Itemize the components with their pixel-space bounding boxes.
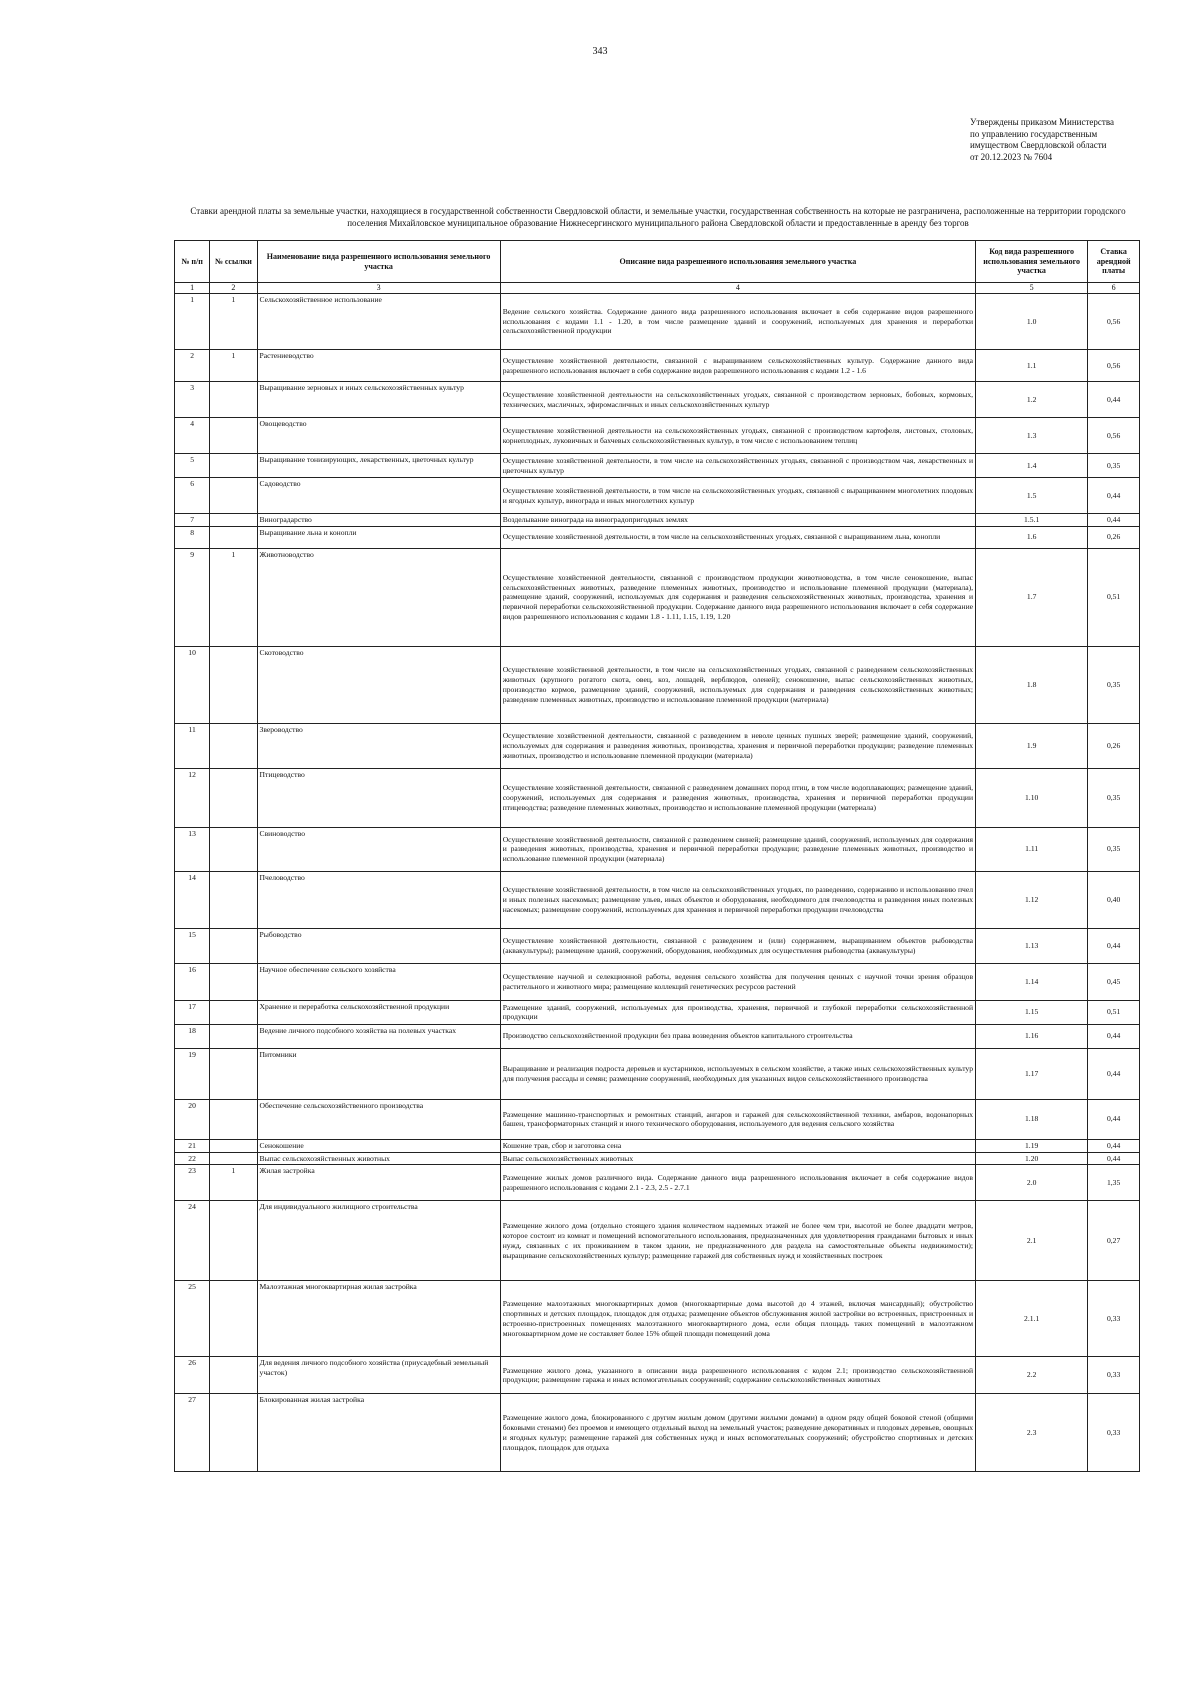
row-description: Осуществление хозяйственной деятельности, в том числе на сельскохозяйственных угодьях, связанной с производством чая, лекарственных и цветочных культур <box>500 454 975 478</box>
row-code: 1.12 <box>976 871 1088 928</box>
row-description: Осуществление научной и селекционной работы, ведения сельского хозяйства для получения ценных с научной точки зрения образцов растительного и животного мира; размещение коллекций генетических ресурсов растений <box>500 963 975 1000</box>
row-rate: 0,56 <box>1088 350 1140 382</box>
row-reference <box>210 478 257 514</box>
row-rate: 0,44 <box>1088 514 1140 527</box>
row-code: 1.14 <box>976 963 1088 1000</box>
row-code: 1.3 <box>976 418 1088 454</box>
row-description: Осуществление хозяйственной деятельности, в том числе на сельскохозяйственных угодьях, связанной с выращиванием многолетних плодовых и ягодных культур, винограда и иных многолетних культур <box>500 478 975 514</box>
row-description: Выращивание и реализация подроста деревьев и кустарников, используемых в сельском хозяйстве, а также иных сельскохозяйственных культур для получения рассады и семян; размещение сооружений, необходимых для указанных видов сельскохозяйственного производства <box>500 1048 975 1099</box>
row-description: Осуществление хозяйственной деятельности на сельскохозяйственных угодьях, связанной с производством картофеля, листовых, столовых, корнеплодных, луковичных и бахчевых сельскохозяйственных культур, в том числе с использованием теплиц <box>500 418 975 454</box>
row-name: Садоводство <box>257 478 500 514</box>
row-code: 1.2 <box>976 382 1088 418</box>
row-code: 1.10 <box>976 768 1088 827</box>
row-rate: 0,33 <box>1088 1281 1140 1357</box>
row-code: 2.2 <box>976 1357 1088 1394</box>
approval-line: имуществом Свердловской области <box>970 140 1107 150</box>
row-number: 22 <box>175 1152 210 1165</box>
row-reference: 1 <box>210 548 257 646</box>
table-row <box>175 478 1140 514</box>
row-description: Размещение жилого дома, блокированного с другим жилым домом (другими жилыми домами) в одном ряду общей боковой стеной (общими боковыми стенами) без проемов и имеющего отдельный выход на земельный участок; разведение декоративных и плодовых деревьев, овощных и ягодных культур; размещение гаражей для собственных нужд и иных вспомогательных сооружений; обустройство спортивных и детских площадок, площадок для отдыха <box>500 1394 975 1472</box>
row-name: Жилая застройка <box>257 1165 500 1201</box>
row-number: 10 <box>175 646 210 723</box>
row-rate: 0,44 <box>1088 382 1140 418</box>
table-row <box>175 1394 1140 1472</box>
table-row <box>175 418 1140 454</box>
header-description: Описание вида разрешенного использования земельного участка <box>500 241 975 283</box>
table-row <box>175 1099 1140 1139</box>
row-rate: 0,35 <box>1088 768 1140 827</box>
column-number: 5 <box>976 283 1088 294</box>
row-reference <box>210 1099 257 1139</box>
row-rate: 0,51 <box>1088 548 1140 646</box>
row-name: Животноводство <box>257 548 500 646</box>
approval-stamp <box>970 117 1190 163</box>
row-reference: 1 <box>210 350 257 382</box>
row-code: 1.11 <box>976 827 1088 871</box>
row-description: Осуществление хозяйственной деятельности, в том числе на сельскохозяйственных угодьях, связанной с разведением сельскохозяйственных животных (крупного рогатого скота, овец, коз, лошадей, верблюдов, оленей); сенокошение, выпас сельскохозяйственных животных, производство кормов, размещение зданий, сооружений, используемых для содержания и разведения сельскохозяйственных животных; разведение племенных животных, производство и использование племенной продукции (материала) <box>500 646 975 723</box>
approval-line: Утверждены приказом Министерства <box>970 117 1114 127</box>
row-description: Осуществление хозяйственной деятельности, связанной с разведением в неволе ценных пушных зверей; размещение зданий, сооружений, используемых для содержания и разведения животных, производства, хранения и первичной переработки продукции; разведение племенных животных, производство и использование племенной продукции (материала) <box>500 723 975 768</box>
column-number: 2 <box>210 283 257 294</box>
row-code: 1.15 <box>976 1000 1088 1024</box>
row-number: 3 <box>175 382 210 418</box>
header-rate: Ставка арендной платы <box>1088 241 1140 283</box>
table-row <box>175 1165 1140 1201</box>
row-name: Растениеводство <box>257 350 500 382</box>
row-description: Осуществление хозяйственной деятельности, в том числе на сельскохозяйственных угодьях, по разведению, содержанию и использованию пчел и иных полезных насекомых; размещение ульев, иных объектов и оборудования, необходимого для пчеловодства и разведения иных полезных насекомых; размещение сооружений, используемых для хранения и первичной переработки продукции пчеловодства <box>500 871 975 928</box>
row-code: 1.7 <box>976 548 1088 646</box>
row-description: Выпас сельскохозяйственных животных <box>500 1152 975 1165</box>
row-code: 2.0 <box>976 1165 1088 1201</box>
row-code: 1.18 <box>976 1099 1088 1139</box>
approval-line: по управлению государственным <box>970 128 1098 139</box>
row-description: Осуществление хозяйственной деятельности, связанной с выращиванием сельскохозяйственных культур. Содержание данного вида разрешенного использования включает в себя содержание видов разрешенного использования с кодами 1.2 - 1.6 <box>500 350 975 382</box>
row-code: 2.1 <box>976 1201 1088 1281</box>
row-number: 24 <box>175 1201 210 1281</box>
row-name: Обеспечение сельскохозяйственного производства <box>257 1099 500 1139</box>
table-row <box>175 294 1140 350</box>
row-rate: 0,33 <box>1088 1357 1140 1394</box>
table-row <box>175 350 1140 382</box>
table-row <box>175 548 1140 646</box>
row-code: 1.4 <box>976 454 1088 478</box>
column-number: 3 <box>257 283 500 294</box>
row-description: Осуществление хозяйственной деятельности, связанной с разведением домашних пород птиц, в том числе водоплавающих; размещение зданий, сооружений, используемых для содержания и разведения животных, производства, хранения и первичной переработки продукции птицеводства; разведение племенных животных, производство и использование племенной продукции (материала) <box>500 768 975 827</box>
row-code: 1.5.1 <box>976 514 1088 527</box>
row-code: 1.1 <box>976 350 1088 382</box>
row-number: 27 <box>175 1394 210 1472</box>
row-name: Хранение и переработка сельскохозяйственной продукции <box>257 1000 500 1024</box>
row-description: Размещение малоэтажных многоквартирных домов (многоквартирные дома высотой до 4 этажей, включая мансардный); обустройство спортивных и детских площадок, площадок для отдыха; размещение объектов обслуживания жилой застройки во встроенных, пристроенных и встроенно-пристроенных помещениях малоэтажного многоквартирного дома, если общая площадь таких помещений в малоэтажном многоквартирном доме не составляет более 15% общей площади помещений дома <box>500 1281 975 1357</box>
header-name: Наименование вида разрешенного использования земельного участка <box>257 241 500 283</box>
row-number: 11 <box>175 723 210 768</box>
row-number: 9 <box>175 548 210 646</box>
row-description: Размещение зданий, сооружений, используемых для производства, хранения, первичной и глубокой переработки сельскохозяйственной продукции <box>500 1000 975 1024</box>
table-row <box>175 1139 1140 1152</box>
row-rate: 0,35 <box>1088 646 1140 723</box>
row-name: Виноградарство <box>257 514 500 527</box>
row-reference <box>210 1394 257 1472</box>
row-rate: 0,26 <box>1088 526 1140 548</box>
row-name: Свиноводство <box>257 827 500 871</box>
row-number: 13 <box>175 827 210 871</box>
row-number: 14 <box>175 871 210 928</box>
row-number: 23 <box>175 1165 210 1201</box>
row-name: Блокированная жилая застройка <box>257 1394 500 1472</box>
row-reference <box>210 1281 257 1357</box>
row-rate: 0,45 <box>1088 963 1140 1000</box>
row-code: 1.19 <box>976 1139 1088 1152</box>
row-code: 1.0 <box>976 294 1088 350</box>
row-number: 19 <box>175 1048 210 1099</box>
row-number: 6 <box>175 478 210 514</box>
table-row <box>175 454 1140 478</box>
row-rate: 0,35 <box>1088 454 1140 478</box>
row-name: Для индивидуального жилищного строительства <box>257 1201 500 1281</box>
row-reference <box>210 454 257 478</box>
row-number: 2 <box>175 350 210 382</box>
row-rate: 0,26 <box>1088 723 1140 768</box>
table-row <box>175 1000 1140 1024</box>
row-description: Размещение жилого дома, указанного в описании вида разрешенного использования с кодом 2.1; производство сельскохозяйственной продукции; размещение гаража и иных вспомогательных сооружений; содержание сельскохозяйственных животных <box>500 1357 975 1394</box>
header-num: № п/п <box>175 241 210 283</box>
row-name: Для ведения личного подсобного хозяйства (приусадебный земельный участок) <box>257 1357 500 1394</box>
row-name: Птицеводство <box>257 768 500 827</box>
row-name: Научное обеспечение сельского хозяйства <box>257 963 500 1000</box>
row-name: Выпас сельскохозяйственных животных <box>257 1152 500 1165</box>
approval-line: от 20.12.2023 № 7604 <box>970 151 1053 162</box>
column-number: 1 <box>175 283 210 294</box>
row-name: Питомники <box>257 1048 500 1099</box>
row-description: Размещение жилого дома (отдельно стоящего здания количеством надземных этажей не более чем три, высотой не более двадцати метров, которое состоит из комнат и помещений вспомогательного использования, предназначенных для удовлетворения гражданами бытовых и иных нужд, связанных с их проживанием в таком здании, не предназначенного для раздела на самостоятельные объекты недвижимости); выращивание сельскохозяйственных культур; размещение гаражей для собственных нужд и хозяйственных построек <box>500 1201 975 1281</box>
table-row <box>175 526 1140 548</box>
row-number: 25 <box>175 1281 210 1357</box>
row-description: Осуществление хозяйственной деятельности, связанной с производством продукции животноводства, в том числе сенокошение, выпас сельскохозяйственных животных, разведение племенных животных, производство и использование племенной продукции (материала), размещение зданий, сооружений, используемых для содержания и разведения сельскохозяйственных животных, производства, хранения и первичной переработки сельскохозяйственной продукции. Содержание данного вида разрешенного использования включает в себя содержание видов разрешенного использования с кодами 1.8 - 1.11, 1.15, 1.19, 1.20 <box>500 548 975 646</box>
row-code: 1.17 <box>976 1048 1088 1099</box>
column-number-row <box>175 283 1140 294</box>
table-row <box>175 646 1140 723</box>
table-row <box>175 963 1140 1000</box>
row-rate: 0,27 <box>1088 1201 1140 1281</box>
table-row <box>175 382 1140 418</box>
row-description: Размещение машинно-транспортных и ремонтных станций, ангаров и гаражей для сельскохозяйственной техники, амбаров, водонапорных башен, трансформаторных станций и иного технического оборудования, используемого для ведения сельского хозяйства <box>500 1099 975 1139</box>
row-rate: 0,56 <box>1088 294 1140 350</box>
row-rate: 0,56 <box>1088 418 1140 454</box>
table-row <box>175 1357 1140 1394</box>
row-number: 5 <box>175 454 210 478</box>
row-number: 4 <box>175 418 210 454</box>
row-code: 1.8 <box>976 646 1088 723</box>
column-number: 6 <box>1088 283 1140 294</box>
row-code: 1.5 <box>976 478 1088 514</box>
table-row <box>175 1152 1140 1165</box>
row-code: 1.13 <box>976 928 1088 963</box>
row-reference <box>210 1139 257 1152</box>
table-row <box>175 1201 1140 1281</box>
row-rate: 0,44 <box>1088 1152 1140 1165</box>
row-name: Сенокошение <box>257 1139 500 1152</box>
document-title: Ставки арендной платы за земельные участки, находящиеся в государственной собственности Свердловской области, и земельные участки, государственная собственность на которые не разграничена, расположенные на территории городского поселения Михайловское муниципальное образование Нижнесергинского муниципального района Свердловской области и предоставленные в аренду без торгов <box>190 206 1126 228</box>
row-rate: 1,35 <box>1088 1165 1140 1201</box>
row-description: Осуществление хозяйственной деятельности, в том числе на сельскохозяйственных угодьях, связанной с выращиванием льна, конопли <box>500 526 975 548</box>
row-number: 15 <box>175 928 210 963</box>
row-description: Производство сельскохозяйственной продукции без права возведения объектов капитального строительства <box>500 1024 975 1048</box>
row-reference <box>210 1048 257 1099</box>
row-rate: 0,35 <box>1088 827 1140 871</box>
row-rate: 0,44 <box>1088 1139 1140 1152</box>
row-rate: 0,40 <box>1088 871 1140 928</box>
row-code: 1.16 <box>976 1024 1088 1048</box>
row-reference <box>210 1024 257 1048</box>
page-number: 343 <box>592 46 608 57</box>
row-description: Осуществление хозяйственной деятельности, связанной с разведением и (или) содержанием, выращиванием объектов рыбоводства (аквакультуры); размещение зданий, сооружений, оборудования, необходимых для осуществления рыбоводства (аквакультуры) <box>500 928 975 963</box>
row-reference <box>210 963 257 1000</box>
row-reference <box>210 418 257 454</box>
row-reference <box>210 827 257 871</box>
row-name: Ведение личного подсобного хозяйства на полевых участках <box>257 1024 500 1048</box>
row-number: 20 <box>175 1099 210 1139</box>
header-ref: № ссылки <box>210 241 257 283</box>
row-reference <box>210 526 257 548</box>
row-reference <box>210 768 257 827</box>
row-name: Скотоводство <box>257 646 500 723</box>
row-reference <box>210 382 257 418</box>
row-name: Выращивание льна и конопли <box>257 526 500 548</box>
row-reference: 1 <box>210 1165 257 1201</box>
row-code: 1.6 <box>976 526 1088 548</box>
row-number: 21 <box>175 1139 210 1152</box>
row-name: Малоэтажная многоквартирная жилая застройка <box>257 1281 500 1357</box>
row-rate: 0,44 <box>1088 1099 1140 1139</box>
table-row <box>175 768 1140 827</box>
row-code: 1.20 <box>976 1152 1088 1165</box>
row-name: Овощеводство <box>257 418 500 454</box>
row-name: Выращивание зерновых и иных сельскохозяйственных культур <box>257 382 500 418</box>
row-reference <box>210 871 257 928</box>
table-row <box>175 1024 1140 1048</box>
row-description: Осуществление хозяйственной деятельности на сельскохозяйственных угодьях, связанной с производством зерновых, бобовых, кормовых, технических, масличных, эфиромасличных и иных сельскохозяйственных культур <box>500 382 975 418</box>
table-row <box>175 1048 1140 1099</box>
row-rate: 0,33 <box>1088 1394 1140 1472</box>
row-number: 26 <box>175 1357 210 1394</box>
row-rate: 0,44 <box>1088 1024 1140 1048</box>
row-description: Ведение сельского хозяйства. Содержание данного вида разрешенного использования включает в себя содержание видов разрешенного использования с кодами 1.1 - 1.20, в том числе размещение зданий и сооружений, используемых для хранения и переработки сельскохозяйственной продукции <box>500 294 975 350</box>
row-number: 7 <box>175 514 210 527</box>
row-reference <box>210 646 257 723</box>
rates-table <box>174 240 1140 1472</box>
table-header <box>175 241 1140 283</box>
row-code: 2.1.1 <box>976 1281 1088 1357</box>
row-rate: 0,44 <box>1088 1048 1140 1099</box>
row-reference <box>210 928 257 963</box>
table-row <box>175 514 1140 527</box>
table-row <box>175 827 1140 871</box>
row-description: Осуществление хозяйственной деятельности, связанной с разведением свиней; размещение зданий, сооружений, используемых для содержания и разведения животных, производства, хранения и первичной переработки продукции; разведение племенных животных, производство и использование племенной продукции (материала) <box>500 827 975 871</box>
row-name: Сельскохозяйственное использование <box>257 294 500 350</box>
table-row <box>175 1281 1140 1357</box>
header-code: Код вида разрешенного использования земельного участка <box>976 241 1088 283</box>
table-row <box>175 871 1140 928</box>
row-name: Звероводство <box>257 723 500 768</box>
row-reference <box>210 723 257 768</box>
table-row <box>175 928 1140 963</box>
row-description: Размещение жилых домов различного вида. Содержание данного вида разрешенного использования включает в себя содержание видов разрешенного использования с кодами 2.1 - 2.3, 2.5 - 2.7.1 <box>500 1165 975 1201</box>
row-name: Выращивание тонизирующих, лекарственных, цветочных культур <box>257 454 500 478</box>
row-reference: 1 <box>210 294 257 350</box>
row-rate: 0,44 <box>1088 928 1140 963</box>
row-number: 1 <box>175 294 210 350</box>
row-rate: 0,44 <box>1088 478 1140 514</box>
row-description: Возделывание винограда на виноградопригодных землях <box>500 514 975 527</box>
row-reference <box>210 1357 257 1394</box>
row-code: 2.3 <box>976 1394 1088 1472</box>
row-rate: 0,51 <box>1088 1000 1140 1024</box>
row-number: 8 <box>175 526 210 548</box>
row-number: 17 <box>175 1000 210 1024</box>
row-reference <box>210 514 257 527</box>
row-reference <box>210 1152 257 1165</box>
row-name: Рыбоводство <box>257 928 500 963</box>
column-number: 4 <box>500 283 975 294</box>
table-row <box>175 723 1140 768</box>
row-number: 16 <box>175 963 210 1000</box>
row-name: Пчеловодство <box>257 871 500 928</box>
row-reference <box>210 1000 257 1024</box>
row-code: 1.9 <box>976 723 1088 768</box>
row-description: Кошение трав, сбор и заготовка сена <box>500 1139 975 1152</box>
row-number: 18 <box>175 1024 210 1048</box>
row-number: 12 <box>175 768 210 827</box>
row-reference <box>210 1201 257 1281</box>
